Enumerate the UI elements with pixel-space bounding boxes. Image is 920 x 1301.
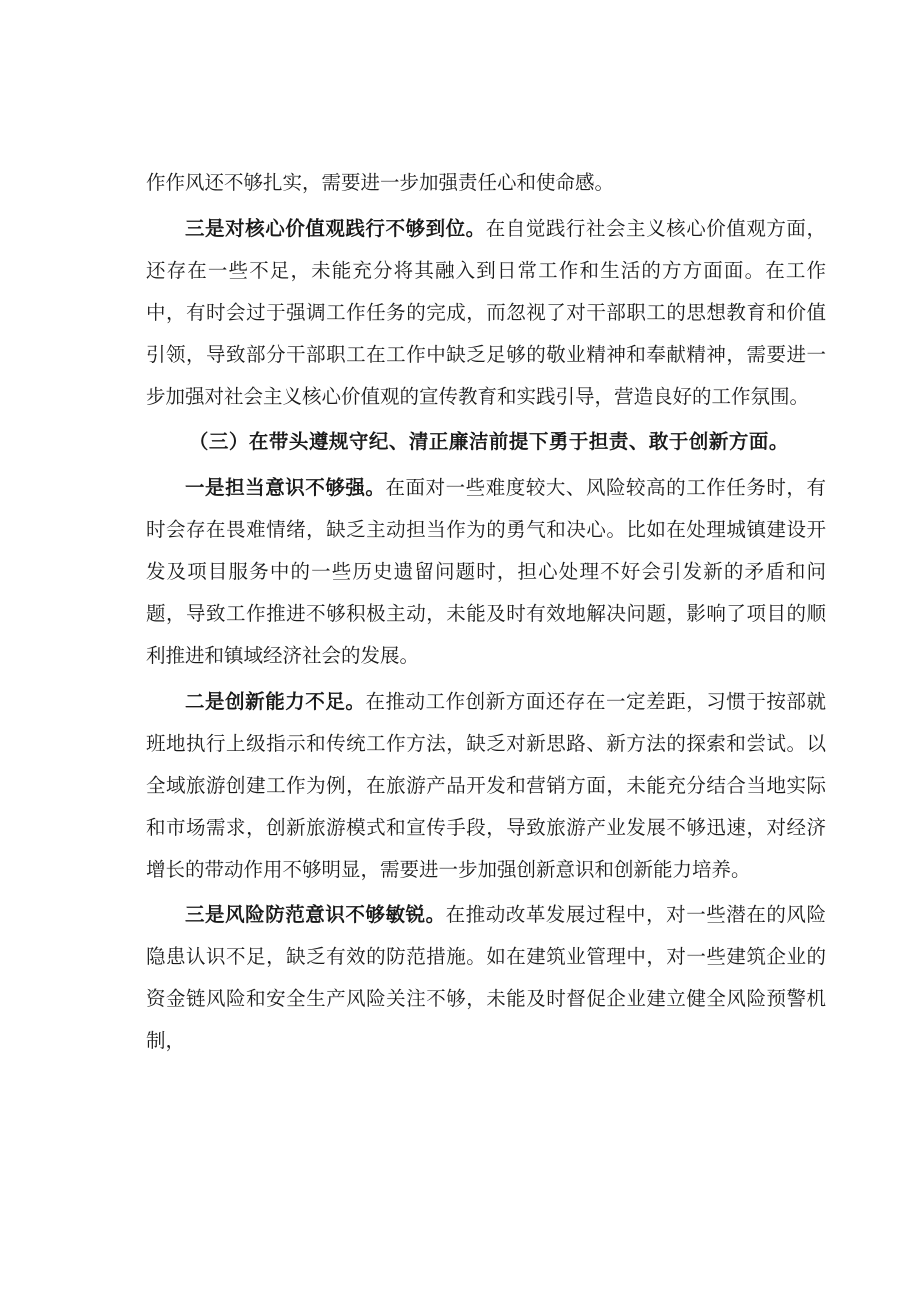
paragraph-innovation — [146, 681, 826, 891]
paragraph-lead: 一是担当意识不够强。 — [185, 476, 386, 500]
paragraph-continuation — [146, 162, 826, 204]
paragraph-risk-prevention — [146, 894, 826, 1062]
paragraph-core-values — [146, 208, 826, 418]
paragraph-lead: 三是对核心价值观践行不够到位。 — [185, 216, 486, 240]
paragraph-text: 在推动工作创新方面还存在一定差距，习惯于按部就班地执行上级指示和传统工作方法，缺乏对新思路、新方法的探索和尝试。以全域旅游创建工作为例，在旅游产品开发和营销方面，未能充分结合当地实际和市场需求，创新旅游模式和宣传手段，导致旅游产业发展不够迅速，对经济增长的带动作用不够明显，需要进一步加强创新意识和创新能力培养。 — [146, 689, 826, 881]
section-heading-three: （三）在带头遵规守纪、清正廉洁前提下勇于担责、敢于创新方面。 — [188, 430, 789, 454]
paragraph-text: 在面对一些难度较大、风险较高的工作任务时，有时会存在畏难情绪，缺乏主动担当作为的勇气和决心。比如在处理城镇建设开发及项目服务中的一些历史遗留问题时，担心处理不好会引发新的矛盾和问题，导致工作推进不够积极主动，未能及时有效地解决问题，影响了项目的顺利推进和镇域经济社会的发展。 — [146, 476, 826, 667]
document-body — [146, 162, 826, 1062]
paragraph-lead: 二是创新能力不足。 — [185, 689, 366, 713]
paragraph-text: 在推动改革发展过程中，对一些潜在的风险隐患认识不足，缺乏有效的防范措施。如在建筑业管理中，对一些建筑企业的资金链风险和安全生产风险关注不够，未能及时督促企业建立健全风险预警机制， — [146, 903, 826, 1053]
paragraph-text: 作作风还不够扎实，需要进一步加强责任心和使命感。 — [146, 171, 615, 194]
paragraph-responsibility — [146, 467, 826, 677]
paragraph-lead: 三是风险防范意识不够敏锐。 — [185, 903, 446, 927]
paragraph-text: 在自觉践行社会主义核心价值观方面，还存在一些不足，未能充分将其融入到日常工作和生活的方方面面。在工作中，有时会过于强调工作任务的完成，而忽视了对干部职工的思想教育和价值引领，导致部分干部职工在工作中缺乏足够的敬业精神和奉献精神，需要进一步加强对社会主义核心价值观的宣传教育和实践引导，营造良好的工作氛围。 — [146, 216, 826, 408]
